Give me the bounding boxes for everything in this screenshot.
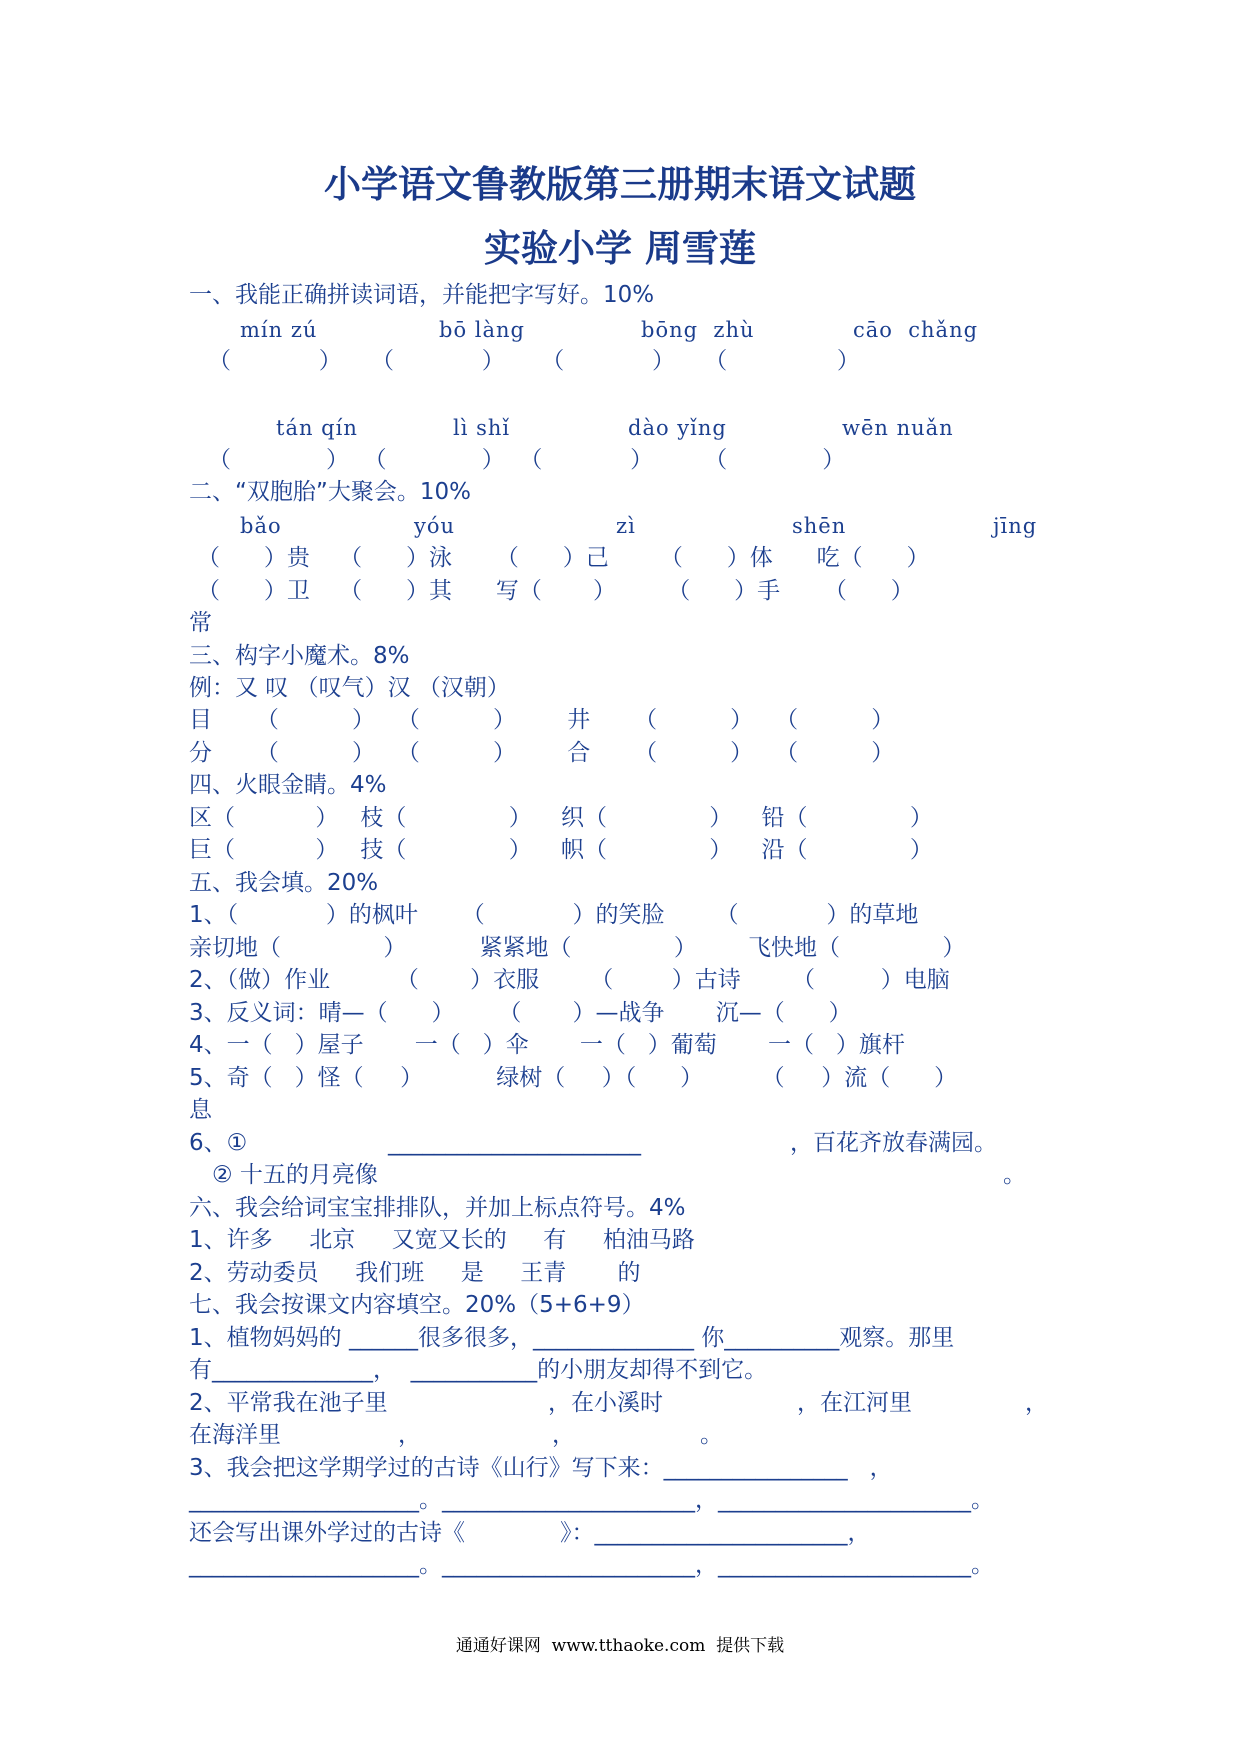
text-line: 息 xyxy=(189,1097,212,1123)
text-line: ，在小溪时 xyxy=(548,1390,663,1416)
answer-blanks: （ ） （ ） （ ） （ ） xyxy=(208,348,860,374)
pinyin: dào yǐng xyxy=(628,416,727,440)
blank-line: ______________________ xyxy=(388,1130,641,1156)
answer-row: 分 （ ） （ ） 合 （ ） （ ） xyxy=(189,740,895,766)
question-line: 亲切地（ ） 紧紧地（ ） 飞快地（ ） xyxy=(189,935,966,961)
pinyin: bō làng xyxy=(439,318,525,342)
pinyin: zì xyxy=(616,514,636,538)
text-line: ，在江河里 xyxy=(797,1390,912,1416)
question-line: 5、奇（ ）怪（ ） 绿树（ ）（ ） （ ）流（ ） xyxy=(189,1065,958,1091)
blank-line: ____________________。______________________，______________________。 xyxy=(189,1487,994,1513)
question-line: 6、① xyxy=(189,1130,248,1156)
text-line: 常 xyxy=(189,610,212,636)
pinyin: cāo chǎng xyxy=(853,318,979,342)
question-line: 1、植物妈妈的 ______很多很多，______________ 你__________观察。那里 xyxy=(189,1325,955,1351)
blank-line: ____________________。______________________，______________________。 xyxy=(189,1552,994,1578)
answer-blanks: （ ） （ ） （ ） （ ） xyxy=(208,447,846,473)
section-1-heading: 一、我能正确拼读词语，并能把字写好。10% xyxy=(189,282,655,308)
pinyin: tán qín xyxy=(276,416,358,440)
question-line: 2、劳动委员 我们班 是 王青 的 xyxy=(189,1260,641,1286)
page-subtitle: 实验小学 周雪莲 xyxy=(484,226,756,270)
question-line: 还会写出课外学过的古诗《 》：______________________， xyxy=(189,1520,871,1546)
question-line: 1、（ ）的枫叶 （ ）的笑脸 （ ）的草地 xyxy=(189,902,919,928)
section-7-heading: 七、我会按课文内容填空。20%（5+6+9） xyxy=(189,1292,645,1318)
pinyin: jīng xyxy=(993,514,1038,538)
question-line: ② 十五的月亮像 xyxy=(212,1162,378,1188)
pinyin: wēn nuǎn xyxy=(842,416,954,440)
section-3-heading: 三、构字小魔术。8% xyxy=(189,643,410,669)
section-6-heading: 六、我会给词宝宝排排队，并加上标点符号。4% xyxy=(189,1195,686,1221)
question-line: 有______________， ___________的小朋友却得不到它。 xyxy=(189,1357,768,1383)
pinyin: shēn xyxy=(792,514,847,538)
answer-row: 巨（ ） 技（ ） 帜（ ） 沿（ ） xyxy=(189,837,933,863)
answer-row: （ ）贵 （ ）泳 （ ）己 （ ）体 吃（ ） xyxy=(197,545,930,571)
text-line: 。 xyxy=(1003,1162,1026,1188)
pinyin: yóu xyxy=(414,514,456,538)
text-line: ，百花齐放春满园。 xyxy=(790,1130,997,1156)
example-line: 例：又 叹 （叹气）汉 （汉朝） xyxy=(189,675,510,701)
question-line: 2、（做）作业 （ ）衣服 （ ）古诗 （ ）电脑 xyxy=(189,967,950,993)
question-line: 4、一（ ）屋子 一（ ）伞 一（ ）葡萄 一（ ）旗杆 xyxy=(189,1032,905,1058)
pinyin: lì shǐ xyxy=(453,416,511,440)
section-2-heading: 二、“双胞胎”大聚会。10% xyxy=(189,479,471,505)
text-line: ， xyxy=(1025,1390,1048,1416)
question-line: 3、我会把这学期学过的古诗《山行》写下来：________________ ， xyxy=(189,1455,893,1481)
answer-row: 目 （ ） （ ） 井 （ ） （ ） xyxy=(189,707,895,733)
text-line: ， xyxy=(398,1422,421,1448)
page-footer: 通通好课网 www.tthaoke.com 提供下载 xyxy=(455,1636,785,1656)
pinyin: mín zú xyxy=(240,318,318,342)
page-title: 小学语文鲁教版第三册期末语文试题 xyxy=(324,162,916,206)
answer-row: 区（ ） 枝（ ） 织（ ） 铅（ ） xyxy=(189,805,933,831)
question-line: 2、平常我在池子里 xyxy=(189,1390,388,1416)
answer-row: （ ）卫 （ ）其 写（ ） （ ）手 （ ） xyxy=(197,578,914,604)
question-line: 1、许多 北京 又宽又长的 有 柏油马路 xyxy=(189,1227,695,1253)
text-line: 。 xyxy=(700,1422,723,1448)
question-line: 在海洋里 xyxy=(189,1422,281,1448)
pinyin: bǎo xyxy=(240,514,282,538)
question-line: 3、反义词：晴—（ ） （ ）—战争 沉—（ ） xyxy=(189,1000,852,1026)
section-5-heading: 五、我会填。20% xyxy=(189,870,379,896)
pinyin: bōng zhù xyxy=(641,318,755,342)
section-4-heading: 四、火眼金睛。4% xyxy=(189,772,387,798)
text-line: ， xyxy=(552,1422,575,1448)
